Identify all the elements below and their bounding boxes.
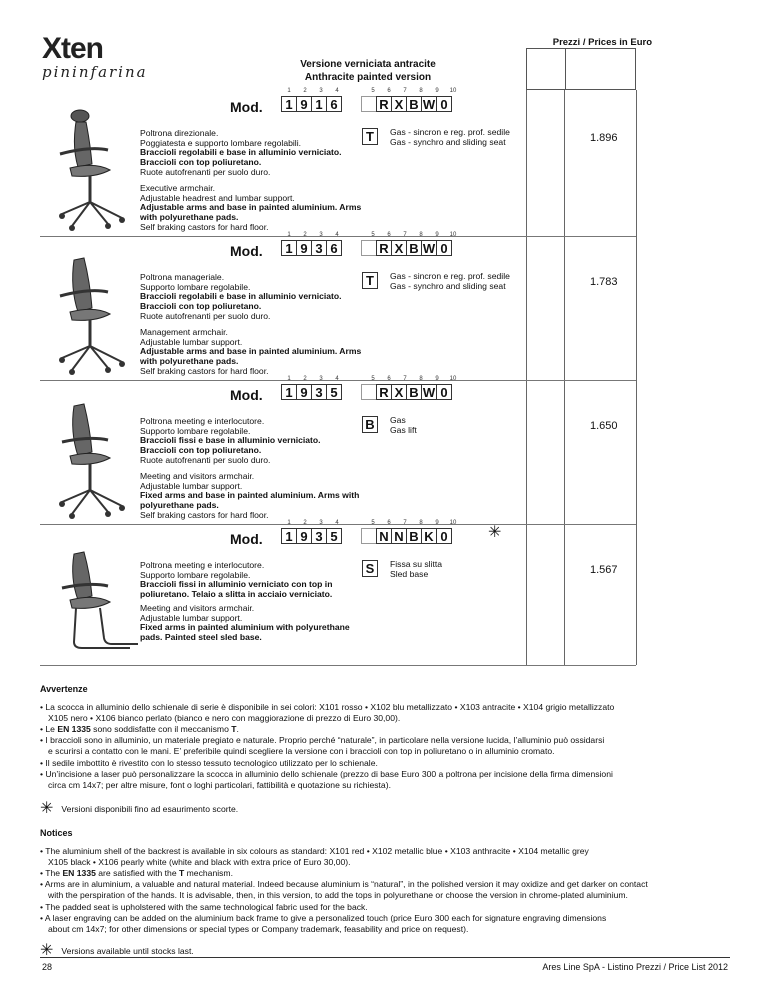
description-en: Management armchair. Adjustable lumbar support. Adjustable arms and base in painted aluminium. Arms with polyurethane pads. Self braking castors for hard floor.	[140, 327, 362, 376]
model-label: Mod.	[230, 99, 263, 115]
model-code: 1 2 3 4 5 6 7 8 9 10 1 9 3 5 N N B K 0	[281, 520, 461, 544]
xten-logo: Xten	[42, 32, 104, 65]
mechanism-code: S	[362, 560, 378, 577]
limited-stock-icon: ✳	[40, 942, 54, 960]
model-label: Mod.	[230, 243, 263, 259]
mechanism-description: Gas Gas lift	[390, 415, 417, 435]
description-it: Poltrona meeting e interlocutore. Supporto lombare regolabile. Braccioli fissi in alluminio verniciato con top in poliuretano. Telaio a slitta in acciaio verniciato.	[140, 560, 333, 599]
stock-note-en: ✳ Versions available until stocks last.	[40, 941, 730, 962]
row-divider	[40, 665, 636, 666]
description-it: Poltrona meeting e interlocutore. Supporto lombare regolabile. Braccioli fissi e base in alluminio verniciato. Braccioli con top poliuretano. Ruote autofrenanti per suolo duro.	[140, 416, 321, 465]
footer-divider	[40, 957, 730, 958]
mechanism-description: Fissa su slitta Sled base	[390, 559, 443, 579]
footer-text: Ares Line SpA - Listino Prezzi / Price List 2012	[542, 962, 728, 972]
description-en: Meeting and visitors armchair. Adjustable lumbar support. Fixed arms and base in painted aluminium. Arms with polyurethane pads. Self braking castors for hard floor.	[140, 471, 360, 520]
price: 1.650	[590, 420, 618, 432]
model-label: Mod.	[230, 531, 263, 547]
digit-positions: 1 2 3 4 5 6 7 8 9 10	[287, 376, 457, 382]
product-row-1935-sled	[40, 520, 660, 671]
mechanism-code: T	[362, 272, 378, 289]
description-it: Poltrona manageriale. Supporto lombare regolabile. Braccioli regolabili e base in alluminio verniciato. Braccioli con top poliuretano. Ruote autofrenanti per suolo duro.	[140, 272, 342, 321]
price: 1.783	[590, 276, 618, 288]
model-label: Mod.	[230, 387, 263, 403]
product-row-1916	[40, 88, 660, 239]
price: 1.896	[590, 132, 618, 144]
digit-positions: 1 2 3 4 5 6 7 8 9 10	[287, 88, 457, 94]
version-heading: Versione verniciata antracite Anthracite painted version	[300, 59, 436, 83]
pininfarina-logo: pininfarina	[42, 63, 148, 81]
meeting-chair-image	[50, 390, 145, 520]
model-code: 1 2 3 4 5 6 7 8 9 10 1 9 3 6 R X B W 0	[281, 232, 461, 256]
prices-heading: Prezzi / Prices in Euro	[552, 37, 652, 48]
description-en: Executive armchair. Adjustable headrest and lumbar support. Adjustable arms and base in painted aluminium. Arms with polyurethane pads. Self braking castors for hard floor.	[140, 183, 362, 232]
management-chair-image	[50, 246, 145, 376]
sled-chair-image	[50, 534, 145, 664]
notes-en-title: Notices	[40, 828, 73, 838]
limited-stock-icon: ✳	[40, 800, 54, 818]
notes-it: Avvertenze • La scocca in alluminio dello schienale di serie è disponibile in sei colori: X101 rosso • X102 blu metallizzato • X103 antracite • X104 grigio metallizzato X105 nero • X106 bianco perlato (bianco e nero con maggiorazione di prezzo di Euro 30,00). • Le EN 1335 sono soddisfatte con il meccanismo T. • I braccioli sono in alluminio, un materiale pregiato e naturale. Proprio perché “naturale”, in particolare nella versione lucida, l’alluminio può ossidarsi e scurirsi a contatto con le mani. E’ preferibile quindi scegliere la versione con i braccioli con top in poliuretano o in alluminio cromato. • Il sedile imbottito è rivestito con lo stesso tessuto tecnologico utilizzato per lo schienale. • Un’incisione a laser può personalizzare la scocca in alluminio dello schienale (prezzo di base Euro 300 a poltrona per incisione della firma dimensioni circa cm 14x7; per altre misure, font o loghi particolari, fattibilità e quotazione su richiesta). ✳ Versioni disponibili fino ad esaurimento scorte.	[40, 684, 730, 820]
description-it: Poltrona direzionale. Poggiatesta e supporto lombare regolabili. Braccioli regolabili e base in alluminio verniciato. Braccioli con top poliuretano. Ruote autofrenanti per suolo duro.	[140, 128, 342, 177]
page-number: 28	[42, 962, 53, 972]
product-row-1935	[40, 376, 660, 527]
digit-positions: 1 2 3 4 5 6 7 8 9 10	[287, 232, 457, 238]
notes-it-title: Avvertenze	[40, 684, 88, 694]
mechanism-code: T	[362, 128, 378, 145]
price-column-header	[526, 48, 636, 90]
mechanism-description: Gas - sincron e reg. prof. sedile Gas - synchro and sliding seat	[390, 127, 510, 147]
mechanism-code: B	[362, 416, 378, 433]
digit-positions: 1 2 3 4 5 6 7 8 9 10	[287, 520, 457, 526]
stock-note-it: ✳ Versioni disponibili fino ad esaurimento scorte.	[40, 799, 730, 820]
model-code: 1 2 3 4 5 6 7 8 9 10 1 9 3 5 R X B W 0	[281, 376, 461, 400]
executive-chair-image	[50, 102, 145, 232]
notes-en: Notices • The aluminium shell of the backrest is available in six colours as standard: X101 red • X102 metallic blue • X103 anthracite • X104 metallic grey X105 black • X106 pearly white (white and black with extra price of Euro 30,00). • The EN 1335 are satisfied with the T mechanism. • Arms are in aluminium, a valuable and natural material. Indeed because aluminium is “natural”, in the polished version it may oxidize and get darker on contact with the perspiration of the hands. It is advisable, then, in this version, to add the tops in polyurethane or choose the version in chrome-plated aluminium. • The padded seat is upholstered with the same technological fabric used for the back. • A laser engraving can be added on the aluminium back frame to give a personalized touch (price Euro 300 each for signature engraving dimensions about cm 14x7; for other dimensions or special types or Company trademark, feasability and price on request). ✳ Versions available until stocks last.	[40, 828, 730, 962]
limited-stock-icon: ✳	[488, 524, 502, 541]
mechanism-description: Gas - sincron e reg. prof. sedile Gas - synchro and sliding seat	[390, 271, 510, 291]
model-code: 1 2 3 4 5 6 7 8 9 10 1 9 1 6 R X B W 0	[281, 88, 461, 112]
description-en: Meeting and visitors armchair. Adjustable lumbar support. Fixed arms in painted aluminium with polyurethane pads. Painted steel sled base.	[140, 603, 350, 642]
price: 1.567	[590, 564, 618, 576]
product-row-1936	[40, 232, 660, 383]
